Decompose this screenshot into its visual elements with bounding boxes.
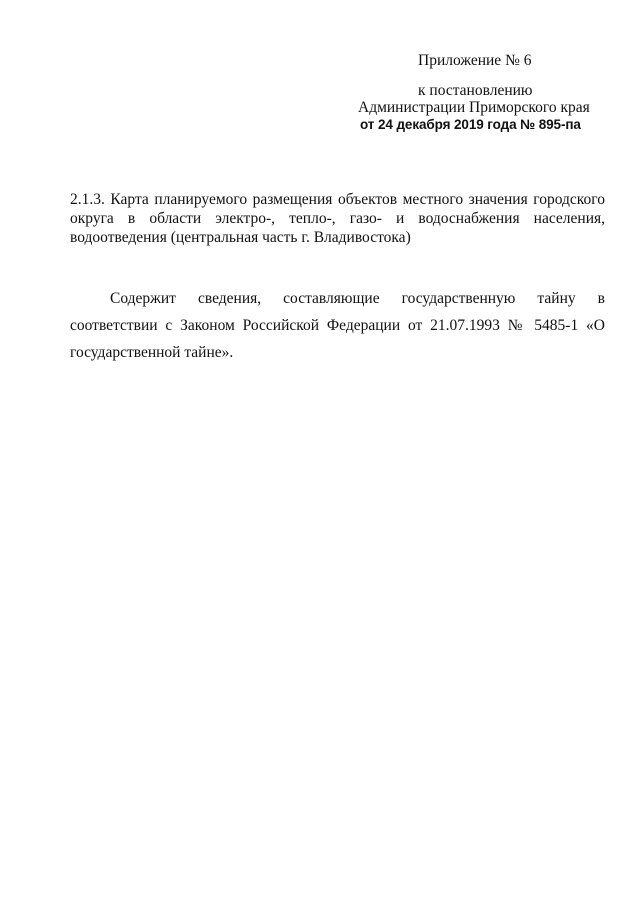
appendix-title: Приложение № 6 — [418, 52, 532, 69]
resolution-date-stamp: от 24 декабря 2019 года № 895-па — [360, 117, 581, 132]
resolution-reference-line2: Администрации Приморского края — [358, 99, 590, 116]
resolution-reference-line1: к постановлению — [418, 82, 533, 99]
section-heading-paragraph: 2.1.3. Карта планируемого размещения объектов местного значения городского округа в области электро-, тепло-, газо- и водоснабжения населения, водоотведения (центральная часть г. Владивостока) — [70, 191, 605, 246]
state-secret-notice-paragraph: Содержит сведения, составляющие государственную тайну в соответствии с Законом Российской Федерации от 21.07.1993 № 5485-1 «О государственной тайне». — [70, 290, 605, 361]
